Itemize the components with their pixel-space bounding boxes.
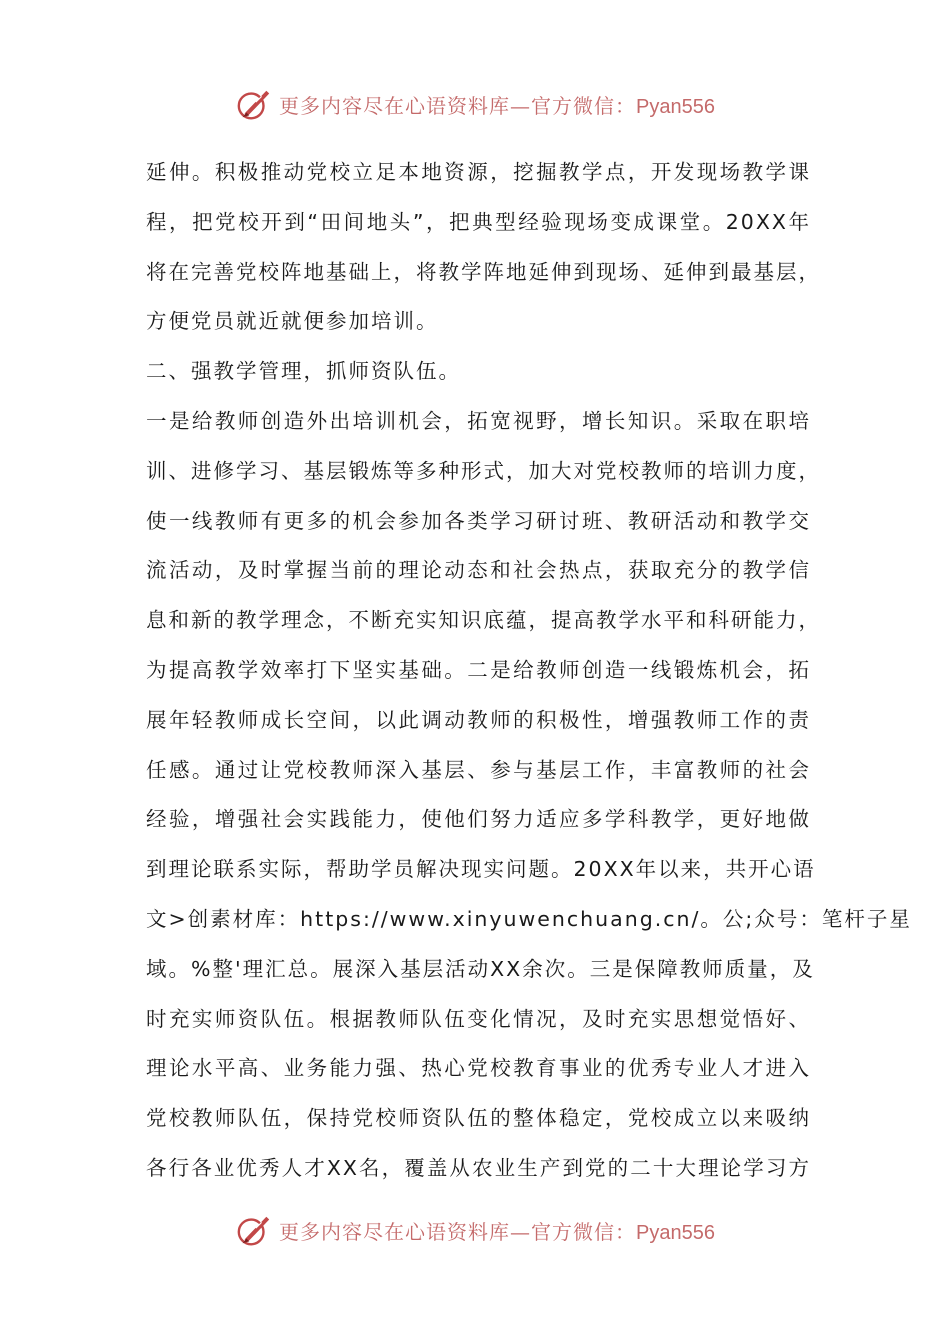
body-line: 将在完善党校阵地基础上，将教学阵地延伸到现场、延伸到最基层， <box>146 259 821 284</box>
body-line: 党校教师队伍，保持党校师资队伍的整体稳定，党校成立以来吸纳 <box>146 1106 811 1131</box>
body-line: 展年轻教师成长空间，以此调动教师的积极性，增强教师工作的责 <box>146 707 811 732</box>
body-line: 方便党员就近就便参加培训。 <box>146 309 439 334</box>
section-heading: 二、强教学管理，抓师资队伍。 <box>146 359 461 384</box>
body-line: 经验，增强社会实践能力，使他们努力适应多学科教学，更好地做 <box>146 807 811 832</box>
body-line-with-link: 文>创素材库：https://www.xinyuwenchuang.cn/。公;众号：笔杆子星 <box>146 906 912 931</box>
watermark-wechat-id: Pyan556 <box>636 1221 715 1244</box>
body-line: 时充实师资队伍。根据教师队伍变化情况，及时充实思想觉悟好、 <box>146 1006 811 1031</box>
footer-watermark <box>0 1208 950 1252</box>
body-line: 一是给教师创造外出培训机会，拓宽视野，增长知识。采取在职培 <box>146 408 811 433</box>
body-line: 各行各业优秀人才XX名，覆盖从农业生产到党的二十大理论学习方 <box>146 1155 811 1180</box>
quill-logo-icon <box>235 85 273 123</box>
body-line: 延伸。积极推动党校立足本地资源，挖掘教学点，开发现场教学课 <box>146 160 811 184</box>
body-line: 域。%整'理汇总。展深入基层活动XX余次。三是保障教师质量，及 <box>146 956 815 981</box>
quill-logo-icon <box>235 1211 273 1249</box>
body-line: 到理论联系实际，帮助学员解决现实问题。20XX年以来，共开心语 <box>146 857 816 882</box>
body-line: 理论水平高、业务能力强、热心党校教育事业的优秀专业人才进入 <box>146 1056 811 1081</box>
watermark-wechat-id: Pyan556 <box>636 95 715 118</box>
header-watermark <box>0 82 950 126</box>
body-line: 训、进修学习、基层锻炼等多种形式，加大对党校教师的培训力度， <box>146 458 821 483</box>
document-body <box>146 148 912 1194</box>
watermark-text: 更多内容尽在心语资料库—官方微信：Pyan556 <box>279 93 715 118</box>
body-line: 流活动，及时掌握当前的理论动态和社会热点，获取充分的教学信 <box>146 558 811 583</box>
body-line: 任感。通过让党校教师深入基层、参与基层工作，丰富教师的社会 <box>146 757 811 782</box>
body-line: 使一线教师有更多的机会参加各类学习研讨班、教研活动和教学交 <box>146 508 811 533</box>
body-line: 为提高教学效率打下坚实基础。二是给教师创造一线锻炼机会，拓 <box>146 657 811 682</box>
watermark-text: 更多内容尽在心语资料库—官方微信：Pyan556 <box>279 1219 715 1244</box>
body-line: 息和新的教学理念，不断充实知识底蕴，提高教学水平和科研能力， <box>146 608 821 633</box>
body-line: 程，把党校开到“田间地头”，把典型经验现场变成课堂。20XX年 <box>146 209 811 234</box>
